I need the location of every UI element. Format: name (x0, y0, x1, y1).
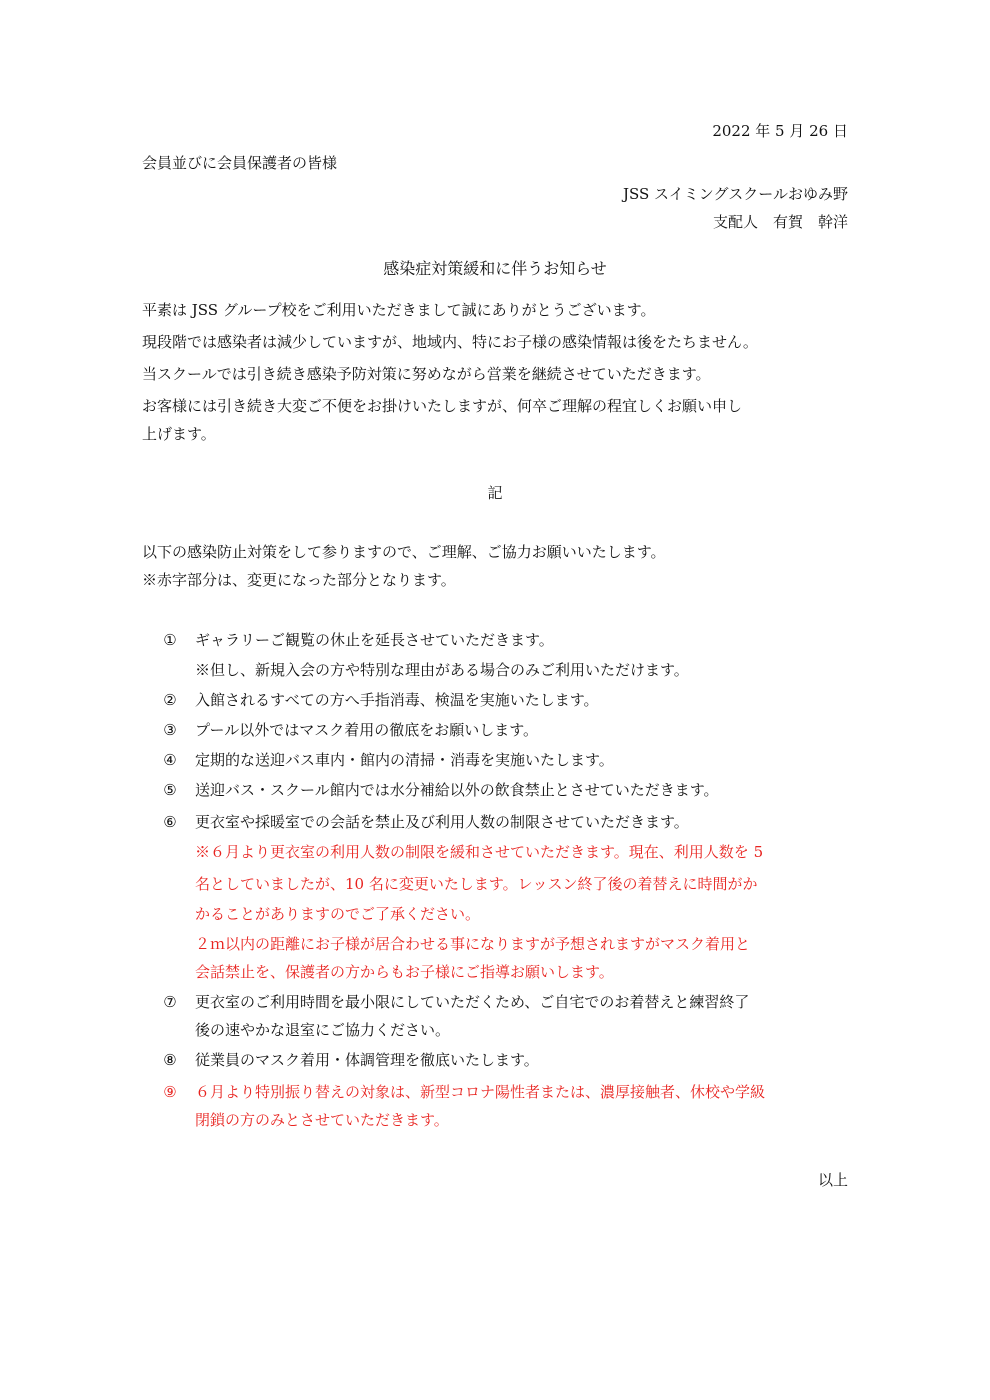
closing-mark: 以上 (817, 1171, 848, 1189)
item-6-red-line-5: 会話禁止を、保護者の方からもお子様にご指導お願いします。 (195, 963, 614, 981)
item-1-line-2: ※但し、新規入会の方や特別な理由がある場合のみご利用いただけます。 (195, 661, 689, 679)
item-9-line-1: ６月より特別振り替えの対象は、新型コロナ陽性者または、濃厚接触者、休校や学級 (195, 1083, 766, 1101)
item-5-line-1: 送迎バス・スクール館内では水分補給以外の飲食禁止とさせていただきます。 (195, 781, 719, 799)
intro-line-3: 当スクールでは引き続き感染予防対策に努めながら営業を継続させていただきます。 (142, 365, 711, 383)
item-6-red-line-2: 名としていましたが、10 名に変更いたします。レッスン終了後の着替えに時間がか (195, 875, 758, 893)
intro-line-5: 上げます。 (142, 425, 216, 443)
item-1-line-1: ギャラリーご観覧の休止を延長させていただきます。 (195, 631, 554, 649)
ki-heading: 記 (487, 484, 503, 502)
item-3-line-1: プール以外ではマスク着用の徹底をお願いします。 (195, 721, 539, 739)
item-6-red-line-3: かることがありますのでご了承ください。 (195, 905, 481, 923)
item-6-red-line-4: ２ｍ以内の距離にお子様が居合わせる事になりますが予想されますがマスク着用と (195, 935, 751, 953)
document-title: 感染症対策緩和に伴うお知らせ (383, 259, 607, 278)
addressee: 会員並びに会員保護者の皆様 (142, 154, 338, 172)
item-7-line-2: 後の速やかな退室にご協力ください。 (195, 1021, 451, 1039)
item-number-2: ② (163, 691, 177, 709)
sender-person: 支配人 有賀 幹洋 (712, 213, 848, 231)
item-8-line-1: 従業員のマスク着用・体調管理を徹底いたします。 (195, 1051, 539, 1069)
lead-line-1: 以下の感染防止対策をして参りますので、ご理解、ご協力お願いいたします。 (142, 543, 666, 561)
item-number-6: ⑥ (163, 813, 177, 831)
item-number-9: ⑨ (163, 1083, 177, 1101)
intro-line-2: 現段階では感染者は減少していますが、地域内、特にお子様の感染情報は後をたちません。 (142, 333, 758, 351)
item-number-7: ⑦ (163, 993, 177, 1011)
document-date: 2022 年 5 月 26 日 (712, 122, 848, 140)
item-number-8: ⑧ (163, 1051, 177, 1069)
item-7-line-1: 更衣室のご利用時間を最小限にしていただくため、ご自宅でのお着替えと練習終了 (195, 993, 750, 1011)
item-number-1: ① (163, 631, 177, 649)
item-6-red-line-1: ※６月より更衣室の利用人数の制限を緩和させていただきます。現在、利用人数を 5 (195, 843, 764, 861)
item-4-line-1: 定期的な送迎バス車内・館内の清掃・消毒を実施いたします。 (195, 751, 614, 769)
item-number-5: ⑤ (163, 781, 177, 799)
item-6-line-1: 更衣室や採暖室での会話を禁止及び利用人数の制限させていただきます。 (195, 813, 689, 831)
item-number-3: ③ (163, 721, 177, 739)
sender-organization: JSS スイミングスクールおゆみ野 (622, 185, 848, 203)
lead-line-2: ※赤字部分は、変更になった部分となります。 (142, 571, 456, 589)
intro-line-4: お客様には引き続き大変ご不便をお掛けいたしますが、何卒ご理解の程宜しくお願い申し (142, 397, 743, 415)
item-2-line-1: 入館されるすべての方へ手指消毒、検温を実施いたします。 (195, 691, 599, 709)
intro-line-1: 平素は JSS グループ校をご利用いただきまして誠にありがとうございます。 (142, 301, 656, 319)
item-9-line-2: 閉鎖の方のみとさせていただきます。 (195, 1111, 449, 1129)
item-number-4: ④ (163, 751, 177, 769)
